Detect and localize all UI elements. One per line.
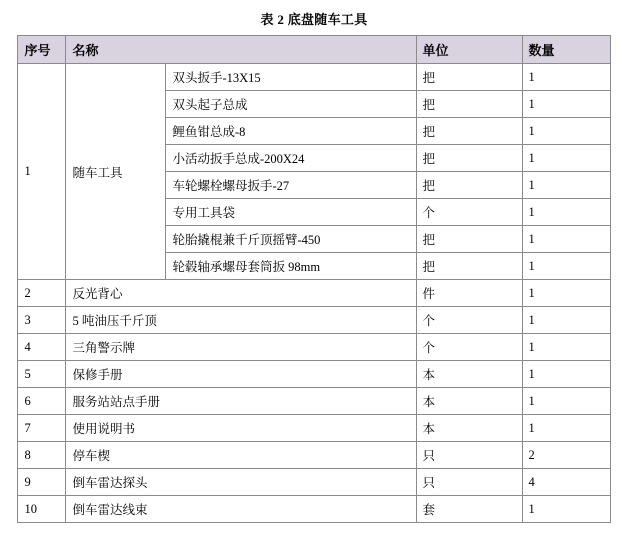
qty-cell: 1: [522, 91, 610, 118]
qty-cell: 1: [522, 226, 610, 253]
group-no-cell: 1: [18, 64, 66, 280]
table-caption: [0, 9, 628, 28]
row-no-cell: 2: [18, 280, 66, 307]
row-no-cell: 7: [18, 415, 66, 442]
qty-cell: 1: [522, 118, 610, 145]
item-cell: 双头起子总成: [166, 91, 416, 118]
row-no-cell: 4: [18, 334, 66, 361]
unit-cell: 把: [416, 91, 522, 118]
table-row: [18, 334, 610, 361]
unit-cell: 把: [416, 172, 522, 199]
item-cell: 专用工具袋: [166, 199, 416, 226]
unit-cell: 个: [416, 307, 522, 334]
row-name-cell: 三角警示牌: [66, 334, 416, 361]
row-no-cell: 6: [18, 388, 66, 415]
table-row: [18, 280, 610, 307]
header-cell-unit: 单位: [416, 36, 522, 64]
unit-cell: 个: [416, 199, 522, 226]
group-name-cell: 随车工具: [66, 64, 166, 280]
item-cell: 双头扳手-13X15: [166, 64, 416, 91]
table-caption-label: 表 2: [260, 12, 285, 27]
table-caption-text: 底盘随车工具: [287, 12, 368, 27]
row-name-cell: 倒车雷达探头: [66, 469, 416, 496]
unit-cell: 个: [416, 334, 522, 361]
qty-cell: 1: [522, 307, 610, 334]
header-cell-no: 序号: [18, 36, 66, 64]
table-row: [18, 469, 610, 496]
unit-cell: 把: [416, 226, 522, 253]
row-name-cell: 使用说明书: [66, 415, 416, 442]
unit-cell: 本: [416, 388, 522, 415]
table-row: [18, 496, 610, 523]
qty-cell: 1: [522, 361, 610, 388]
qty-cell: 1: [522, 415, 610, 442]
qty-cell: 1: [522, 496, 610, 523]
row-name-cell: 停车楔: [66, 442, 416, 469]
qty-cell: 4: [522, 469, 610, 496]
row-name-cell: 5 吨油压千斤顶: [66, 307, 416, 334]
unit-cell: 把: [416, 118, 522, 145]
unit-cell: 只: [416, 469, 522, 496]
unit-cell: 把: [416, 253, 522, 280]
row-no-cell: 10: [18, 496, 66, 523]
table-row: [18, 415, 610, 442]
row-no-cell: 9: [18, 469, 66, 496]
row-name-cell: 服务站站点手册: [66, 388, 416, 415]
unit-cell: 套: [416, 496, 522, 523]
unit-cell: 只: [416, 442, 522, 469]
item-cell: 小活动扳手总成-200X24: [166, 145, 416, 172]
qty-cell: 1: [522, 199, 610, 226]
item-cell: 轮毂轴承螺母套筒扳 98mm: [166, 253, 416, 280]
row-no-cell: 3: [18, 307, 66, 334]
table-header-row: [18, 36, 610, 64]
qty-cell: 1: [522, 64, 610, 91]
unit-cell: 把: [416, 64, 522, 91]
header-cell-qty: 数量: [522, 36, 610, 64]
item-cell: 车轮螺栓螺母扳手-27: [166, 172, 416, 199]
table-row: [18, 361, 610, 388]
table-row: [18, 442, 610, 469]
unit-cell: 本: [416, 415, 522, 442]
table-row: [18, 307, 610, 334]
qty-cell: 1: [522, 334, 610, 361]
chassis-tools-table: [17, 35, 610, 523]
row-no-cell: 5: [18, 361, 66, 388]
table-row: [18, 64, 610, 91]
qty-cell: 1: [522, 253, 610, 280]
qty-cell: 1: [522, 388, 610, 415]
unit-cell: 本: [416, 361, 522, 388]
header-cell-name: 名称: [66, 36, 416, 64]
qty-cell: 1: [522, 172, 610, 199]
table-row: [18, 388, 610, 415]
row-name-cell: 保修手册: [66, 361, 416, 388]
unit-cell: 件: [416, 280, 522, 307]
qty-cell: 2: [522, 442, 610, 469]
item-cell: 轮胎撬棍兼千斤顶摇臂-450: [166, 226, 416, 253]
item-cell: 鲤鱼钳总成-8: [166, 118, 416, 145]
qty-cell: 1: [522, 145, 610, 172]
row-name-cell: 反光背心: [66, 280, 416, 307]
row-no-cell: 8: [18, 442, 66, 469]
qty-cell: 1: [522, 280, 610, 307]
document-page: [0, 9, 628, 556]
row-name-cell: 倒车雷达线束: [66, 496, 416, 523]
unit-cell: 把: [416, 145, 522, 172]
